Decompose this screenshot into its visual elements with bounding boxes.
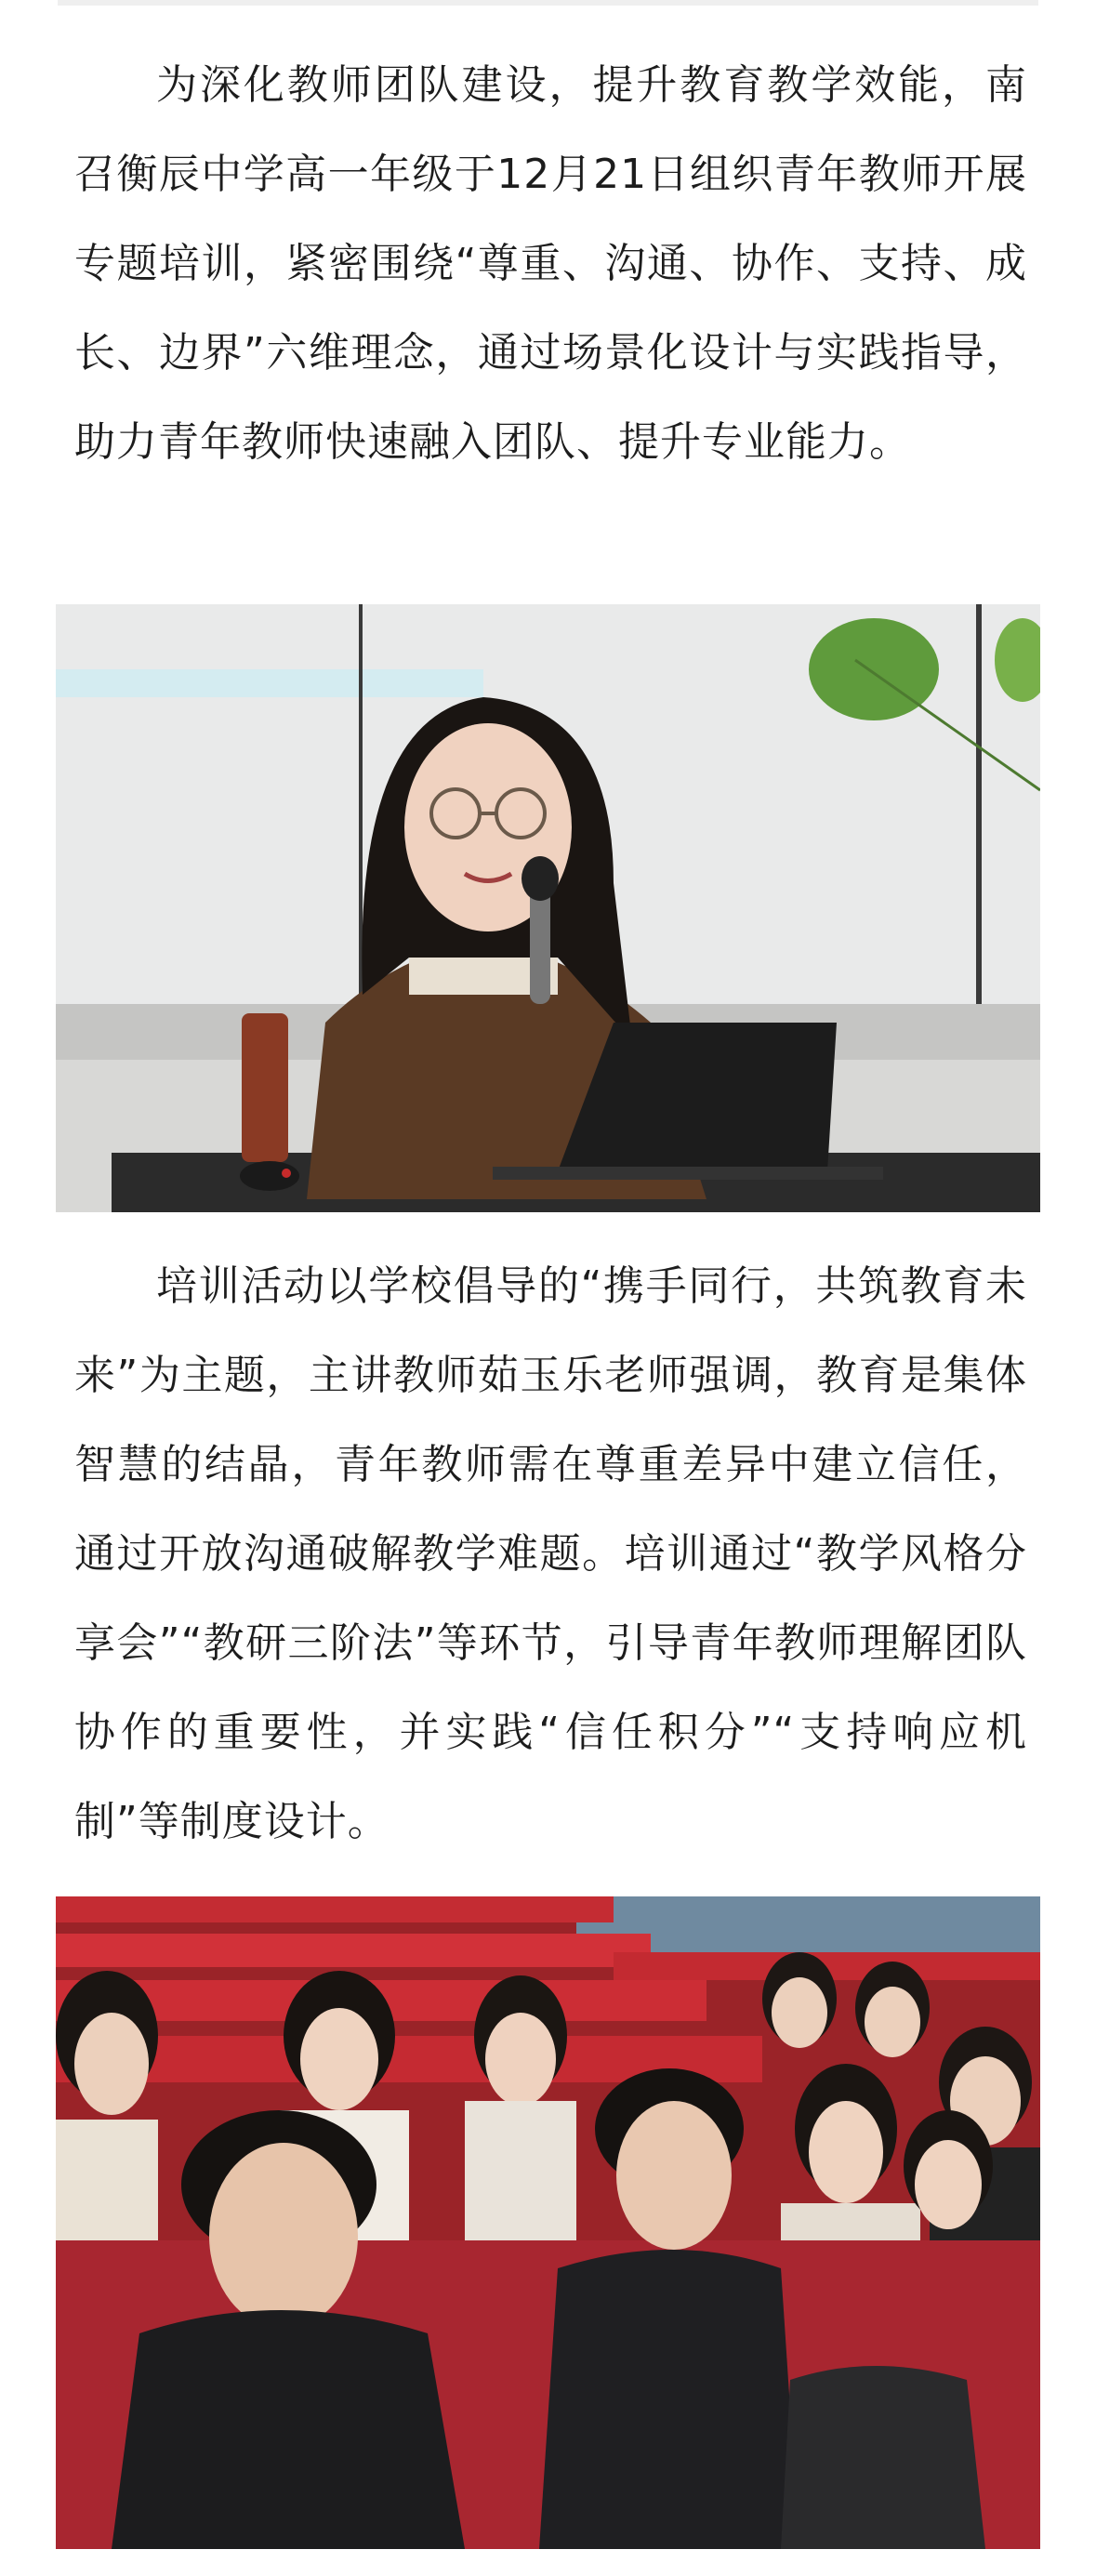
speaker-photo [56,604,1040,1212]
top-divider [58,0,1038,6]
article-paragraph-1: 为深化教师团队建设，提升教育教学效能，南召衡辰中学高一年级于12月21日组织青年教师开展专题培训，紧密围绕“尊重、沟通、协作、支持、成长、边界”六维理念，通过场景化设计与实践指导，助力青年教师快速融入团队、提升专业能力。 [74,61,1027,466]
audience-photo [56,1896,1040,2549]
article-paragraph-2: 培训活动以学校倡导的“携手同行，共筑教育未来”为主题，主讲教师茹玉乐老师强调，教育是集体智慧的结晶，青年教师需在尊重差异中建立信任，通过开放沟通破解教学难题。培训通过“教学风格分享会”“教研三阶法”等环节，引导青年教师理解团队协作的重要性，并实践“信任积分”“支持响应机制”等制度设计。 [74,1262,1027,1845]
